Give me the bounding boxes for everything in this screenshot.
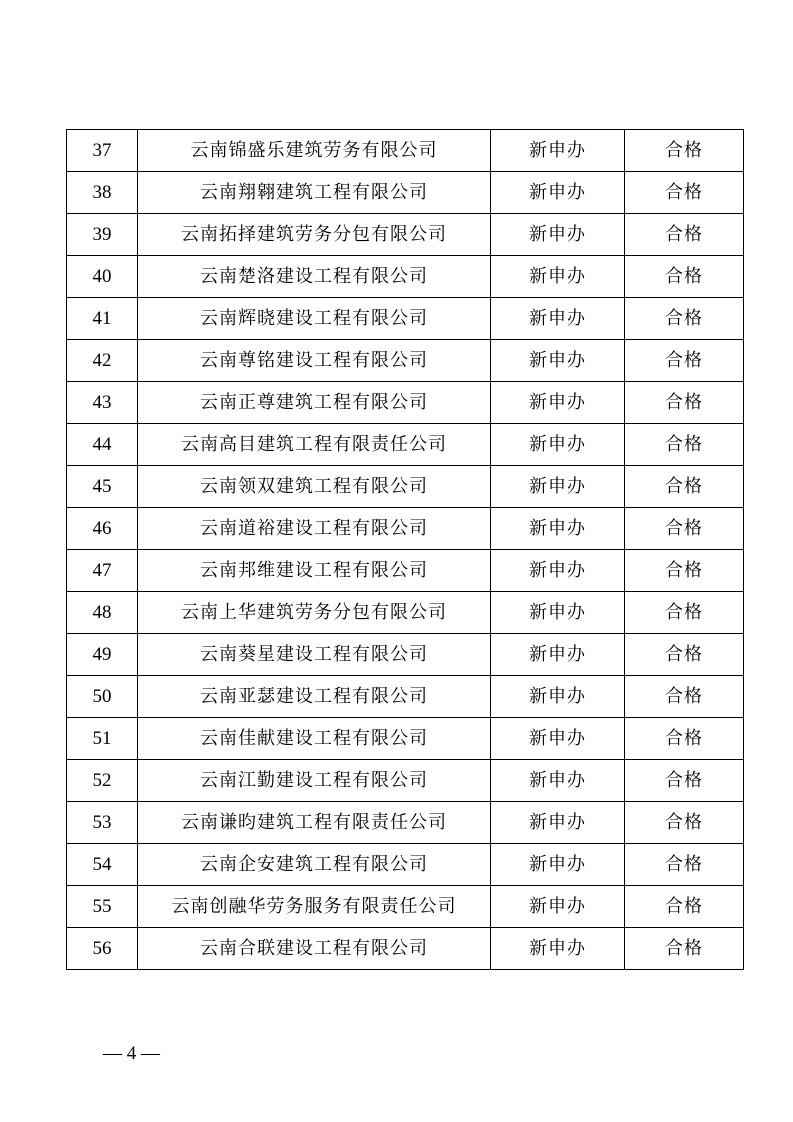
table-row xyxy=(67,340,744,382)
row-number-cell: 52 xyxy=(67,760,138,802)
review-result-cell: 合格 xyxy=(625,592,744,634)
application-type-cell: 新申办 xyxy=(491,802,625,844)
row-number-cell: 43 xyxy=(67,382,138,424)
table-row xyxy=(67,172,744,214)
row-number-cell: 38 xyxy=(67,172,138,214)
review-result-cell: 合格 xyxy=(625,172,744,214)
table-row xyxy=(67,214,744,256)
row-number-cell: 45 xyxy=(67,466,138,508)
company-name-cell: 云南亚瑟建设工程有限公司 xyxy=(138,676,491,718)
table-row xyxy=(67,592,744,634)
row-number-cell: 44 xyxy=(67,424,138,466)
application-type-cell: 新申办 xyxy=(491,508,625,550)
review-result-cell: 合格 xyxy=(625,928,744,970)
company-table xyxy=(66,129,744,970)
application-type-cell: 新申办 xyxy=(491,298,625,340)
company-name-cell: 云南拓择建筑劳务分包有限公司 xyxy=(138,214,491,256)
company-name-cell: 云南企安建筑工程有限公司 xyxy=(138,844,491,886)
row-number-cell: 40 xyxy=(67,256,138,298)
table-row xyxy=(67,424,744,466)
application-type-cell: 新申办 xyxy=(491,886,625,928)
review-result-cell: 合格 xyxy=(625,508,744,550)
review-result-cell: 合格 xyxy=(625,466,744,508)
review-result-cell: 合格 xyxy=(625,256,744,298)
row-number-cell: 56 xyxy=(67,928,138,970)
table-row xyxy=(67,676,744,718)
row-number-cell: 55 xyxy=(67,886,138,928)
application-type-cell: 新申办 xyxy=(491,760,625,802)
application-type-cell: 新申办 xyxy=(491,172,625,214)
row-number-cell: 53 xyxy=(67,802,138,844)
review-result-cell: 合格 xyxy=(625,676,744,718)
row-number-cell: 49 xyxy=(67,634,138,676)
row-number-cell: 47 xyxy=(67,550,138,592)
company-name-cell: 云南江勤建设工程有限公司 xyxy=(138,760,491,802)
table-row xyxy=(67,886,744,928)
company-name-cell: 云南邦维建设工程有限公司 xyxy=(138,550,491,592)
application-type-cell: 新申办 xyxy=(491,634,625,676)
company-name-cell: 云南辉晓建设工程有限公司 xyxy=(138,298,491,340)
company-table-body xyxy=(67,130,744,970)
review-result-cell: 合格 xyxy=(625,382,744,424)
company-name-cell: 云南上华建筑劳务分包有限公司 xyxy=(138,592,491,634)
review-result-cell: 合格 xyxy=(625,550,744,592)
row-number-cell: 42 xyxy=(67,340,138,382)
application-type-cell: 新申办 xyxy=(491,718,625,760)
table-row xyxy=(67,760,744,802)
company-name-cell: 云南翔翱建筑工程有限公司 xyxy=(138,172,491,214)
application-type-cell: 新申办 xyxy=(491,928,625,970)
company-name-cell: 云南尊铭建设工程有限公司 xyxy=(138,340,491,382)
table-row xyxy=(67,508,744,550)
application-type-cell: 新申办 xyxy=(491,676,625,718)
row-number-cell: 51 xyxy=(67,718,138,760)
row-number-cell: 41 xyxy=(67,298,138,340)
company-name-cell: 云南创融华劳务服务有限责任公司 xyxy=(138,886,491,928)
row-number-cell: 46 xyxy=(67,508,138,550)
page-number: — 4 — xyxy=(103,1043,160,1064)
application-type-cell: 新申办 xyxy=(491,382,625,424)
table-row xyxy=(67,802,744,844)
review-result-cell: 合格 xyxy=(625,760,744,802)
company-name-cell: 云南正尊建筑工程有限公司 xyxy=(138,382,491,424)
review-result-cell: 合格 xyxy=(625,340,744,382)
company-name-cell: 云南高目建筑工程有限责任公司 xyxy=(138,424,491,466)
company-name-cell: 云南楚洛建设工程有限公司 xyxy=(138,256,491,298)
table-row xyxy=(67,130,744,172)
table-row xyxy=(67,382,744,424)
row-number-cell: 37 xyxy=(67,130,138,172)
review-result-cell: 合格 xyxy=(625,802,744,844)
company-name-cell: 云南谦昀建筑工程有限责任公司 xyxy=(138,802,491,844)
company-name-cell: 云南葵星建设工程有限公司 xyxy=(138,634,491,676)
application-type-cell: 新申办 xyxy=(491,844,625,886)
company-name-cell: 云南道裕建设工程有限公司 xyxy=(138,508,491,550)
row-number-cell: 54 xyxy=(67,844,138,886)
application-type-cell: 新申办 xyxy=(491,466,625,508)
table-row xyxy=(67,928,744,970)
review-result-cell: 合格 xyxy=(625,214,744,256)
application-type-cell: 新申办 xyxy=(491,592,625,634)
company-name-cell: 云南锦盛乐建筑劳务有限公司 xyxy=(138,130,491,172)
review-result-cell: 合格 xyxy=(625,844,744,886)
application-type-cell: 新申办 xyxy=(491,130,625,172)
application-type-cell: 新申办 xyxy=(491,550,625,592)
table-row xyxy=(67,466,744,508)
table-row xyxy=(67,634,744,676)
review-result-cell: 合格 xyxy=(625,886,744,928)
application-type-cell: 新申办 xyxy=(491,424,625,466)
table-row xyxy=(67,298,744,340)
review-result-cell: 合格 xyxy=(625,424,744,466)
application-type-cell: 新申办 xyxy=(491,214,625,256)
company-name-cell: 云南领双建筑工程有限公司 xyxy=(138,466,491,508)
company-name-cell: 云南佳献建设工程有限公司 xyxy=(138,718,491,760)
review-result-cell: 合格 xyxy=(625,298,744,340)
company-name-cell: 云南合联建设工程有限公司 xyxy=(138,928,491,970)
row-number-cell: 50 xyxy=(67,676,138,718)
table-row xyxy=(67,844,744,886)
table-row xyxy=(67,718,744,760)
application-type-cell: 新申办 xyxy=(491,340,625,382)
application-type-cell: 新申办 xyxy=(491,256,625,298)
review-result-cell: 合格 xyxy=(625,634,744,676)
row-number-cell: 39 xyxy=(67,214,138,256)
review-result-cell: 合格 xyxy=(625,718,744,760)
table-row xyxy=(67,256,744,298)
review-result-cell: 合格 xyxy=(625,130,744,172)
row-number-cell: 48 xyxy=(67,592,138,634)
table-row xyxy=(67,550,744,592)
